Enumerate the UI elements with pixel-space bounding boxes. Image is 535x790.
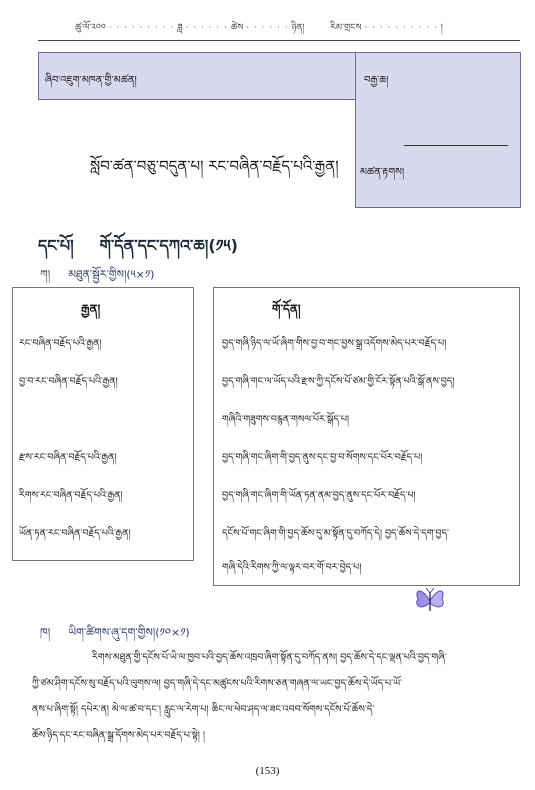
subsection-marker-2: ཁ། — [40, 626, 51, 639]
lesson-title: སློབ་ཚན་བཅུ་བདུན་པ། རང་བཞིན་བརྗོད་པའི་རྒྱན། — [90, 157, 339, 175]
examiner-label: ཞིབ་འཇུག་མཁན་གྱི་མཚན། — [45, 75, 137, 86]
list-item: རང་བཞིན་བརྗོད་པའི་རྒྱན། — [19, 338, 102, 349]
subsection-title-2: ཡིག་ཚིགས་ཞུ་དག་གྱིས།(༡༠×༡) — [68, 626, 190, 639]
list-item: ཡོན་ཏན་རང་བཞིན་བརྗོད་པའི་རྒྱན། — [19, 528, 131, 539]
signature-label: མཚན་རྟགས། — [360, 167, 405, 178]
header-year: ཚུ་ལོ་༢༠༠ — [75, 23, 106, 33]
paragraph-line: རིགས་མཐུན་གྱི་དངོས་པོ་ཡི་ལ་ཁྱབ་པའི་བྱད་ཆོས་འཁྲབ་ཞིག་སྟོན་དུ་བཀོད་ནས། བྱད་ཆོས་དེ་དང་ལྡན་པའི་བྱད་གཞི་ — [92, 652, 447, 663]
score-box — [355, 52, 521, 208]
paragraph-line: ཀྱི་ཙམ་ཤིག་དངོས་སུ་བརྗོད་པའི་ལུགས་ལ། བྱད་གཞི་དེ་དང་མཚུངས་པའི་རིགས་ཅན་གཞན་ལ་ཡང་བྱད་ཆོས་དེ་ཡོད་པ་ཡོ་ — [32, 678, 402, 689]
header-number: རིམ་གྲངས — [330, 23, 362, 33]
header-rule — [38, 40, 520, 41]
header-month: ཟླ — [177, 23, 183, 33]
page-number: (153) — [255, 765, 280, 777]
section-number: དང་པོ། — [38, 236, 74, 255]
meaning-column-header: གོ་དོན། — [272, 302, 301, 316]
list-item: བྱད་གཞི་ཉིད་ལ་ཡོ་ཞིག་གིས་བྱ་བ་གང་བྱས་སྒྲ་འདོགས་མེད་པར་བརྗོད་པ། — [222, 338, 447, 349]
butterfly-icon — [412, 583, 448, 619]
page-header: ཚུ་ལོ་༢༠༠ · · · · · · · · · ཟླ · · · · · · ཚེས · · · · · · ཉིན། རིམ་གྲངས · · · · · · · · · · ། — [75, 18, 505, 43]
header-end-mark: ། — [440, 23, 443, 33]
list-item: གཞིའི་གཟུགས་བརྙན་གསལ་པོར་སྒོད་པ། — [222, 414, 350, 425]
signature-line — [404, 145, 508, 146]
list-item: བྱད་གཞི་གང་ལ་ཡོད་པའི་རྫས་ཀྱི་དངོས་པོ་ཙམ་གྱི་ངོར་སྟོན་པའི་སྒོ་ནས་བྱད། — [222, 376, 455, 387]
list-item: རྫས་རང་བཞིན་བརྗོད་པའི་རྒྱན། — [19, 452, 117, 463]
score-label: བརྒྱ་ཆ། — [364, 75, 389, 86]
header-weekday: ཉིན། — [291, 23, 305, 33]
ornament-column-header: རྒྱན། — [81, 302, 101, 316]
list-item: བྱད་གཞི་གང་ཞིག་གི་ཡོན་ཏན་ནམ་བྱད་ནུས་དང་པོར་བརྗོད་པ། — [222, 490, 416, 501]
subsection-marker: ཀ། — [40, 268, 51, 281]
section-title: གོ་དོན་དང་དཀའ་ཆ།(༡༥) — [99, 236, 238, 255]
list-item: བྱད་གཞི་གང་ཞིག་གི་བྱད་ནུས་དང་བྱ་བ་སོགས་དང་པོར་བརྗོད་པ། — [222, 452, 423, 463]
list-item: རིགས་རང་བཞིན་བརྗོད་པའི་རྒྱན། — [19, 490, 123, 501]
paragraph-line: ནས་པ་ཞིག་སྟོ། དཔེར་ན། མེ་ལ་ཚ་བ་དང་། རླུང་ལ་རེག་པ། ཆིང་ལ་ཕེབ་ཤད་ལ་ཟང་འབབ་སོགས་དངོས་པོ་ཆོས་དེ་ — [32, 704, 375, 715]
subsection-title: མཐུན་སྦྱོར་གྱིས།(༥×༡) — [68, 268, 155, 281]
examiner-box — [38, 52, 357, 100]
list-item: བྱ་བ་རང་བཞིན་བརྗོད་པའི་རྒྱན། — [19, 376, 118, 387]
paragraph-line: ཆོས་ཉིད་དང་རང་བཞིན་སྒྲ་དོགས་མེད་པར་བརྗོད་པ་སྟེ། ། — [32, 730, 206, 741]
list-item: གཞི་དེའི་རིགས་ཀྱི་ལ་ལྟར་བར་གོ་བར་བྱེད་པ། — [222, 562, 362, 573]
header-day: ཚེས — [230, 23, 244, 33]
ornament-list-box — [12, 287, 194, 561]
meaning-list-box — [213, 287, 520, 586]
list-item: དངོས་པོ་གང་ཞིག་གི་བྱད་ཆོས་དུ་མ་སྟོན་དུ་བཀོད་དེ། བྱད་ཆོས་དེ་དག་བྱད་ — [222, 528, 449, 539]
